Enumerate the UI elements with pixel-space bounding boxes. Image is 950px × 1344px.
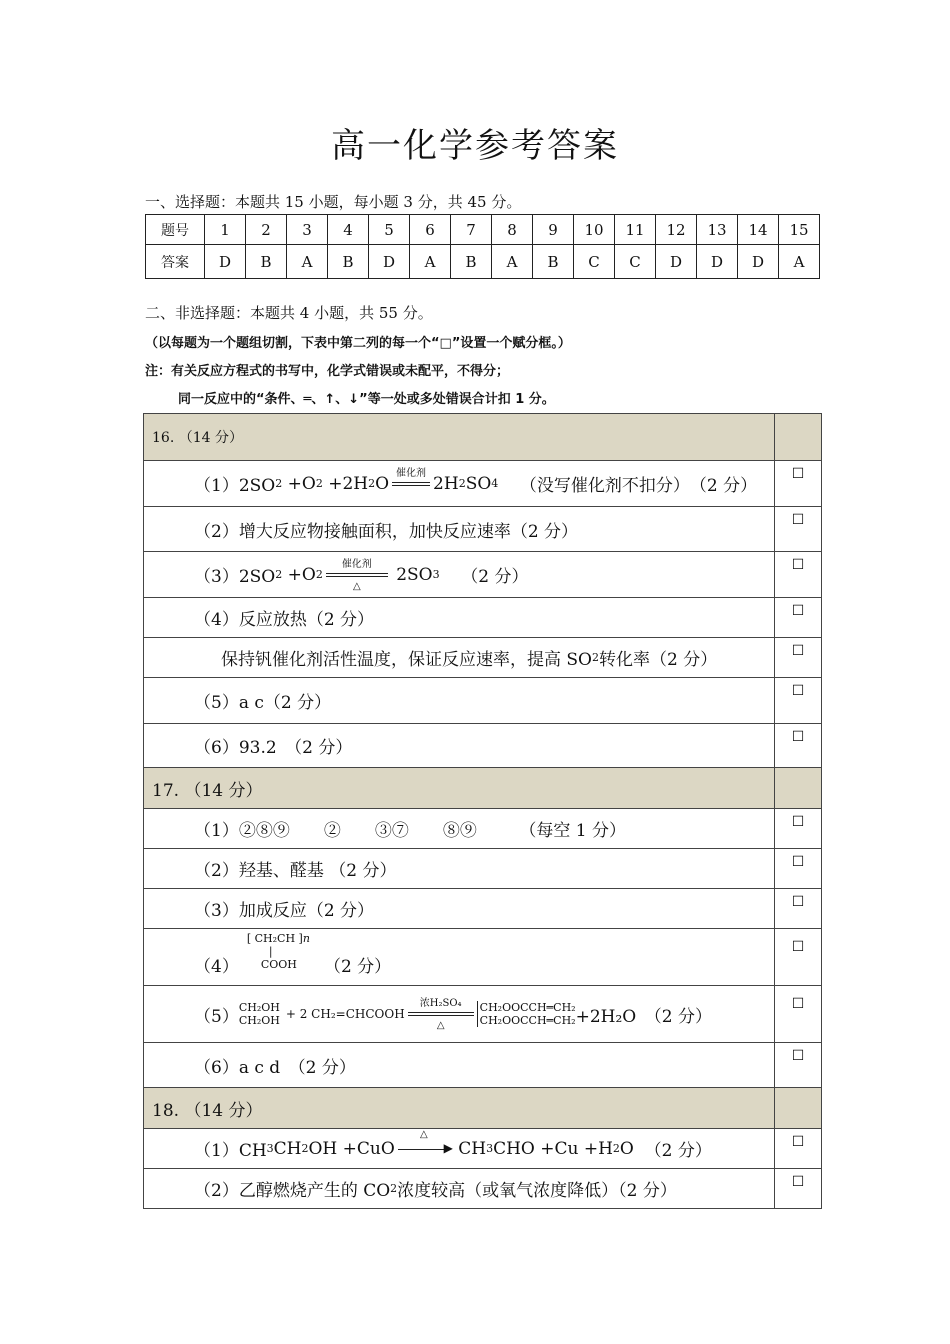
- question-number-cell: 12: [656, 215, 697, 245]
- question-number-cell: 1: [205, 215, 246, 245]
- answer-table: [145, 214, 820, 279]
- answer-row: （5） CH₂OH CH₂OH + 2 CH₂=CHCOOH 浓H₂SO₄ △ CH₂OOCCH═CH₂ CH₂OOCCH═CH₂ +2H₂O （2 分） ☐: [144, 986, 821, 1043]
- question-number-cell: 14: [738, 215, 779, 245]
- reversible-arrow: 催化剂 △: [326, 567, 388, 583]
- question-number-cell: 2: [246, 215, 287, 245]
- note-equation: 注：有关反应方程式的书写中，化学式错误或未配平，不得分；: [145, 364, 510, 379]
- question-number-cell: 5: [369, 215, 410, 245]
- product-structure: CH₂OOCCH═CH₂ CH₂OOCCH═CH₂: [477, 1001, 576, 1027]
- question-number-cell: 6: [410, 215, 451, 245]
- answer-row: （2）羟基、醛基 （2 分） ☐: [144, 849, 821, 889]
- answer-row: 保持钒催化剂活性温度，保证反应速率，提高 SO 2 转化率（2 分） ☐: [144, 638, 821, 678]
- question-number-cell: 13: [697, 215, 738, 245]
- answer-row: （4）反应放热（2 分） ☐: [144, 598, 821, 638]
- reversible-arrow: 浓H₂SO₄ △: [408, 1006, 474, 1022]
- score-box[interactable]: ☐: [791, 466, 805, 482]
- score-box[interactable]: ☐: [791, 683, 805, 699]
- question-number-cell: 3: [287, 215, 328, 245]
- question-number-cell: 4: [328, 215, 369, 245]
- question-number-cell: 15: [779, 215, 820, 245]
- answer-cell: D: [205, 245, 246, 279]
- answer-grid: [143, 413, 822, 1209]
- score-box[interactable]: ☐: [791, 643, 805, 659]
- score-box[interactable]: ☐: [791, 814, 805, 830]
- question-header-16: 16. （14 分）: [144, 414, 821, 461]
- answer-cell: D: [738, 245, 779, 279]
- score-box[interactable]: ☐: [791, 1048, 805, 1064]
- answer-row: （1）2SO 2 +O 2 +2H 2 O 催化剂 2H 2 SO 4 （没写催化剂不扣分） （2 分） ☐: [144, 461, 821, 507]
- answer-row: （3）加成反应（2 分） ☐: [144, 889, 821, 929]
- answer-cell: A: [492, 245, 533, 279]
- section1-heading: 一、选择题：本题共 15 小题，每小题 3 分，共 45 分。: [145, 193, 522, 211]
- equals-catalyst-sign: 催化剂: [392, 476, 430, 492]
- row-label-number: 题号: [146, 215, 205, 245]
- answer-row: （2）乙醇燃烧产生的 CO 2 浓度较高（或氧气浓度降低）（2 分） ☐: [144, 1169, 821, 1209]
- question-number-cell: 11: [615, 215, 656, 245]
- answer-cell: B: [533, 245, 574, 279]
- note-deduction: 同一反应中的“条件、═、↑、↓”等一处或多处错误合计扣 1 分。: [178, 392, 555, 407]
- answer-cell: A: [287, 245, 328, 279]
- score-box[interactable]: ☐: [791, 1174, 805, 1190]
- answer-cell: B: [451, 245, 492, 279]
- score-box[interactable]: ☐: [791, 557, 805, 573]
- answer-row: （2）增大反应物接触面积，加快反应速率（2 分） ☐: [144, 507, 821, 552]
- score-box[interactable]: ☐: [791, 939, 805, 955]
- question-number-cell: 7: [451, 215, 492, 245]
- answer-cell: A: [410, 245, 451, 279]
- reaction-arrow: △ ▶: [398, 1141, 450, 1157]
- answer-row: （1）CH 3 CH 2 OH +CuO △ ▶ CH 3 CHO +Cu +H 2 O （2 分） ☐: [144, 1129, 821, 1169]
- page-title: 高一化学参考答案: [331, 126, 619, 166]
- answer-row: （1）②⑧⑨ ② ③⑦ ⑧⑨ （每空 1 分） ☐: [144, 809, 821, 849]
- answer-row: （3）2SO 2 +O 2 催化剂 △ 2SO 3 （2 分） ☐: [144, 552, 821, 598]
- question-header-18: 18. （14 分）: [144, 1088, 821, 1129]
- answer-row: （6）93.2 （2 分） ☐: [144, 724, 821, 768]
- score-box[interactable]: ☐: [791, 894, 805, 910]
- answer-cell: D: [656, 245, 697, 279]
- answer-cell: B: [328, 245, 369, 279]
- score-box[interactable]: ☐: [791, 512, 805, 528]
- answer-row: （6）a c d （2 分） ☐: [144, 1043, 821, 1088]
- score-box[interactable]: ☐: [791, 996, 805, 1012]
- answer-cell: B: [246, 245, 287, 279]
- score-box[interactable]: ☐: [791, 603, 805, 619]
- note-scoring: （以每题为一个题组切割，下表中第二列的每一个“□”设置一个赋分框。）: [145, 336, 571, 351]
- row-label-answer: 答案: [146, 245, 205, 279]
- score-box[interactable]: ☐: [791, 1134, 805, 1150]
- reactant-structure: CH₂OH CH₂OH: [238, 1001, 280, 1027]
- score-box[interactable]: ☐: [791, 729, 805, 745]
- question-number-cell: 9: [533, 215, 574, 245]
- answer-cell: D: [697, 245, 738, 279]
- section2-heading: 二、非选择题：本题共 4 小题，共 55 分。: [145, 304, 433, 322]
- answer-cell: C: [574, 245, 615, 279]
- answer-cell: C: [615, 245, 656, 279]
- question-number-cell: 10: [574, 215, 615, 245]
- question-number-cell: 8: [492, 215, 533, 245]
- answer-cell: D: [369, 245, 410, 279]
- question-header-17: 17. （14 分）: [144, 768, 821, 809]
- answer-cell: A: [779, 245, 820, 279]
- score-box[interactable]: ☐: [791, 854, 805, 870]
- polymer-structure: [ CH₂CH ]n | COOH: [246, 932, 310, 971]
- answer-row: （4） [ CH₂CH ]n | COOH （2 分） ☐: [144, 929, 821, 986]
- answer-row: （5）a c（2 分） ☐: [144, 678, 821, 724]
